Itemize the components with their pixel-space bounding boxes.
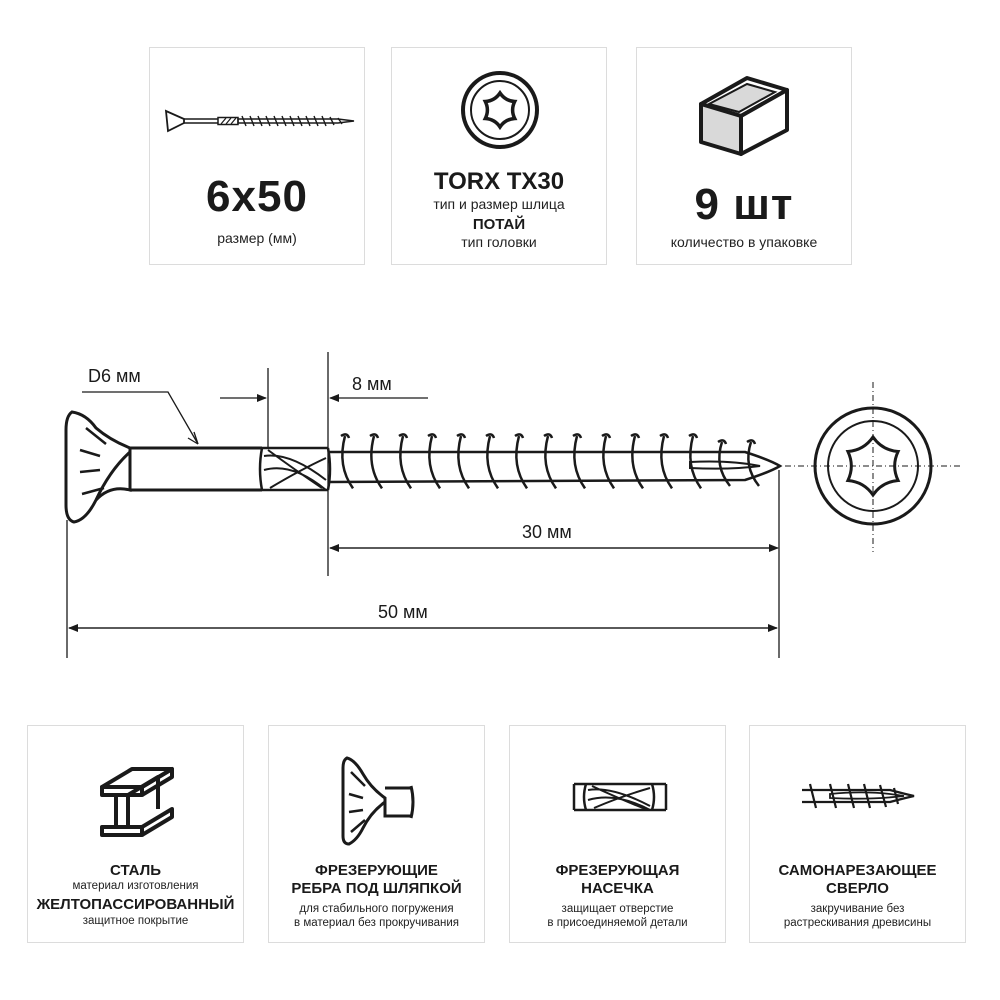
ribs-caption-line2: в материал без прокручивания <box>294 917 459 929</box>
size-value: 6x50 <box>206 172 308 221</box>
thread-crest <box>342 436 353 488</box>
drill-title-line2: СВЕРЛО <box>826 880 889 897</box>
qty-value: 9 шт <box>694 180 794 229</box>
ribs-caption: для стабильного погружения <box>299 903 454 915</box>
screw-knurl <box>260 448 330 490</box>
ribs-title-line2: РЕБРА ПОД ШЛЯПКОЙ <box>291 880 462 897</box>
knurl-card <box>509 725 726 943</box>
drive-caption: тип и размер шлица <box>433 196 565 212</box>
drill-caption-line2: растрескивания древисины <box>783 917 932 929</box>
total-length-label: 50 мм <box>378 602 428 622</box>
head-ribs-icon <box>341 756 421 846</box>
screw-thread <box>328 434 780 488</box>
size-caption: размер (мм) <box>217 230 297 246</box>
steel-card <box>27 725 244 943</box>
drill-card <box>749 725 966 943</box>
head-title: ПОТАЙ <box>472 216 526 233</box>
steel-beam-icon <box>98 761 178 851</box>
ribs-card <box>268 725 485 943</box>
head-caption: тип головки <box>461 234 537 250</box>
drill-title: САМОНАРЕЗАЮЩЕЕ <box>778 862 937 879</box>
coating-title: ЖЕЛТОПАССИРОВАННЫЙ <box>36 896 235 913</box>
thread-length-label: 30 мм <box>522 522 572 542</box>
coating-caption: защитное покрытие <box>82 915 189 927</box>
qty-caption: количество в упаковке <box>670 234 818 250</box>
ribs-title: ФРЕЗЕРУЮЩИЕ <box>315 862 438 879</box>
knurl-caption: защищает отверстие <box>561 903 674 915</box>
screw-shank <box>130 448 262 490</box>
knurl-caption-line2: в присоединяемой детали <box>547 917 688 929</box>
steel-title: СТАЛЬ <box>110 862 161 879</box>
knurl-title: ФРЕЗЕРУЮЩАЯ <box>555 862 680 879</box>
knurl-length-label: 8 мм <box>352 374 392 394</box>
drill-tip-icon <box>800 776 920 816</box>
steel-caption: материал изготовления <box>72 880 199 892</box>
diameter-label: D6 мм <box>88 366 141 386</box>
drive-title: TORX TX30 <box>433 168 565 195</box>
knurl-icon <box>572 776 668 816</box>
knurl-title-line2: НАСЕЧКА <box>581 880 654 897</box>
drill-caption: закручивание без <box>810 903 905 915</box>
screw-head <box>66 412 130 522</box>
